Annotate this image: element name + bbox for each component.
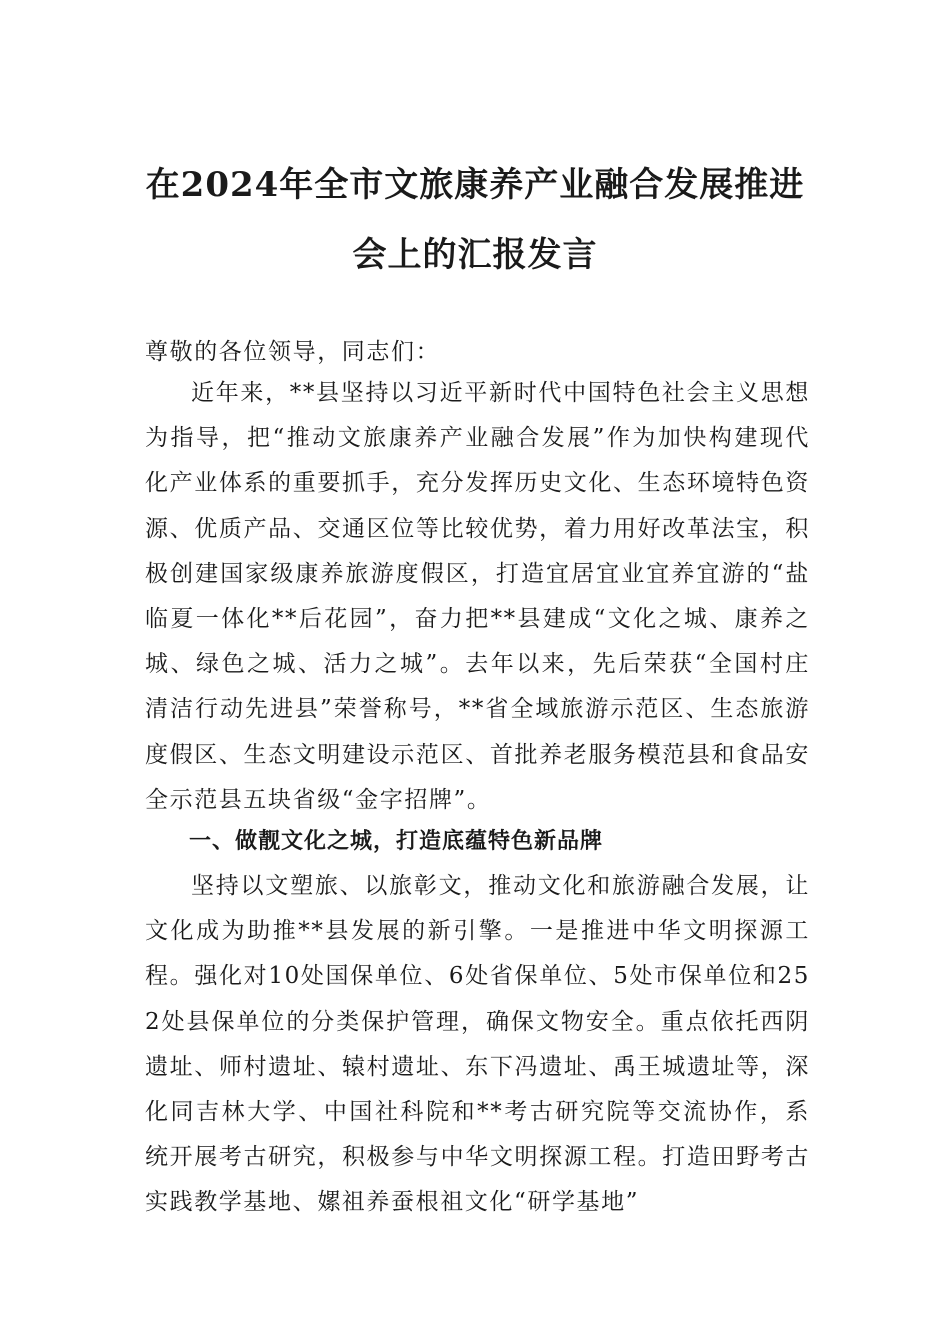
section-heading-1: 一、做靓文化之城，打造底蕴特色新品牌 — [189, 829, 604, 854]
document-title-line-1: 在2024年全市文旅康养产业融合发展推进 — [145, 165, 805, 205]
salutation: 尊敬的各位领导，同志们： — [145, 339, 441, 365]
paragraph-2: 坚持以文塑旅、以旅彰文，推动文化和旅游融合发展，让文化成为助推**县发展的新引擎。一是推进中华文明探源工程。强化对10处国保单位、6处省保单位、5处市保单位和252处县保单位的分类保护管理，确保文物安全。重点依托西阴遗址、师村遗址、辕村遗址、东下冯遗址、禹王城遗址等，深化同吉林大学、中国社科院和**考古研究院等交流协作，系统开展考古研究，积极参与中华文明探源工程。打造田野考古实践教学基地、嫘祖养蚕根祖文化“研学基地” — [145, 873, 810, 1216]
document-title-line-2: 会上的汇报发言 — [352, 235, 598, 275]
paragraph-1: 近年来，**县坚持以习近平新时代中国特色社会主义思想为指导，把“推动文旅康养产业融合发展”作为加快构建现代化产业体系的重要抓手，充分发挥历史文化、生态环境特色资源、优质产品、交通区位等比较优势，着力用好改革法宝，积极创建国家级康养旅游度假区，打造宜居宜业宜养宜游的“盐临夏一体化**后花园”，奋力把**县建成“文化之城、康养之城、绿色之城、活力之城”。去年以来，先后荣获“全国村庄清洁行动先进县”荣誉称号，**省全域旅游示范区、生态旅游度假区、生态文明建设示范区、首批养老服务模范县和食品安全示范县五块省级“金字招牌”。 — [145, 380, 810, 813]
paragraph-1-container — [145, 371, 810, 823]
paragraph-2-container — [145, 864, 810, 1226]
